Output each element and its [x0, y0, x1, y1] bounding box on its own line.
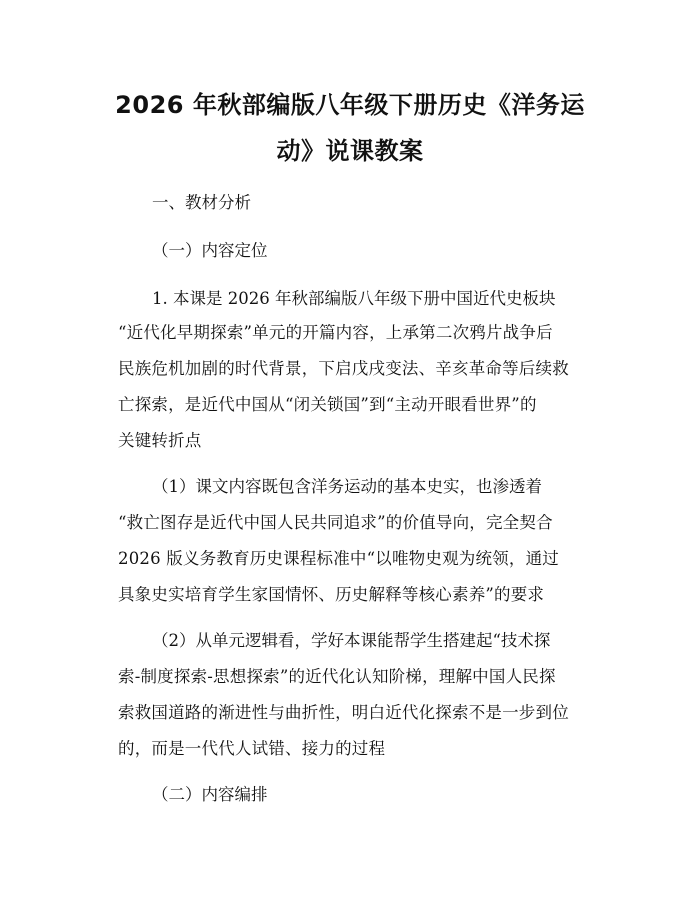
paragraph-2-line-3: 2026 版义务教育历史课程标准中“以唯物史观为统领，通过: [118, 549, 559, 568]
paragraph-3-line-1: （2）从单元逻辑看，学好本课能帮学生搭建起“技术探: [152, 631, 551, 650]
paragraph-3-line-3: 索救国道路的渐进性与曲折性，明白近代化探索不是一步到位: [118, 703, 569, 722]
paragraph-3-line-2: 索-制度探索-思想探索”的近代化认知阶梯，理解中国人民探: [118, 667, 556, 686]
section-heading-textbook-analysis: 一、教材分析: [152, 193, 251, 212]
paragraph-2-line-1: （1）课文内容既包含洋务运动的基本史实，也渗透着: [152, 477, 542, 496]
subsection-heading-content-positioning: （一）内容定位: [152, 241, 268, 260]
paragraph-2-line-2: “救亡图存是近代中国人民共同追求”的价值导向，完全契合: [118, 513, 553, 532]
paragraph-2-line-4: 具象史实培育学生家国情怀、历史解释等核心素养”的要求: [118, 585, 545, 604]
paragraph-1-line-5: 关键转折点: [118, 431, 202, 450]
paragraph-3-line-4: 的，而是一代代人试错、接力的过程: [118, 739, 386, 758]
paragraph-1-line-4: 亡探索，是近代中国从“闭关锁国”到“主动开眼看世界”的: [118, 395, 537, 414]
document-title-line-2: 动》说课教案: [276, 137, 424, 165]
paragraph-1-line-2: “近代化早期探索”单元的开篇内容，上承第二次鸦片战争后: [118, 323, 553, 342]
paragraph-1-line-1: 1. 本课是 2026 年秋部编版八年级下册中国近代史板块: [152, 289, 556, 308]
paragraph-1-line-3: 民族危机加剧的时代背景，下启戊戌变法、辛亥革命等后续救: [118, 359, 569, 378]
subsection-heading-content-arrangement: （二）内容编排: [152, 785, 268, 804]
document-title-line-1: 2026 年秋部编版八年级下册历史《洋务运: [115, 91, 585, 119]
